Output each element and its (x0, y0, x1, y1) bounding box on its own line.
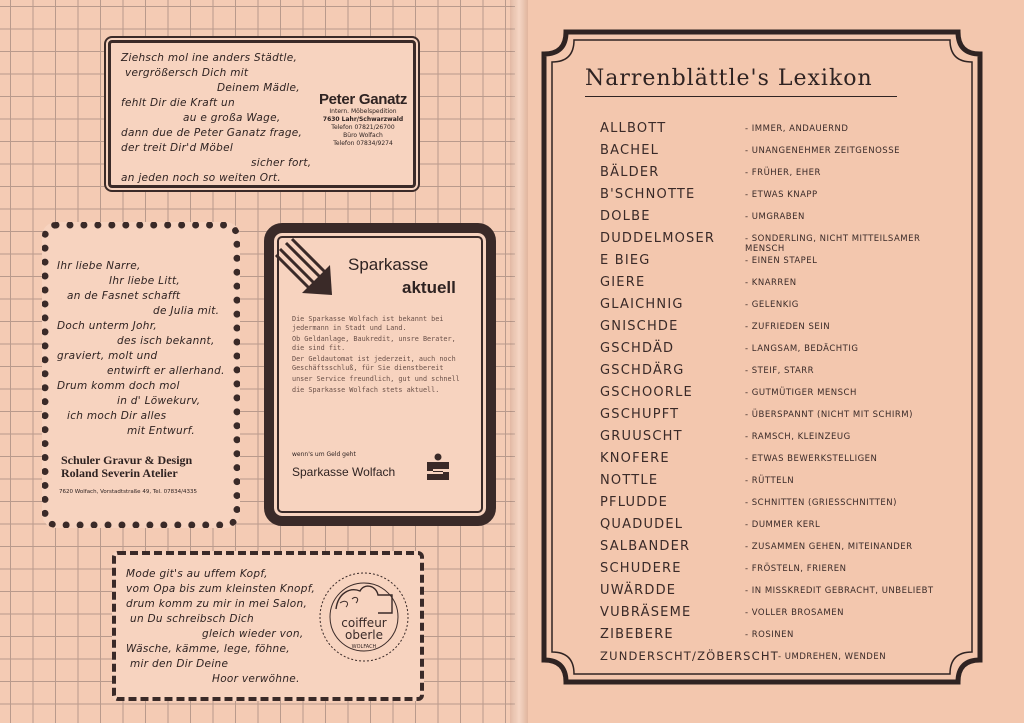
entry-definition: - UNANGENEHMER ZEITGENOSSE (745, 146, 900, 156)
entry-term: GSCHUPFT (600, 407, 680, 422)
lexikon-entry (600, 319, 960, 341)
body-paragraph: Ob Geldanlage, Baukredit, unsre Berater, die sind fit. (292, 335, 456, 352)
entry-term: BACHEL (600, 143, 660, 158)
sparkasse-title-1: Sparkasse (348, 255, 429, 274)
brand-sub: Intern. Möbelspedition (329, 108, 397, 115)
entry-definition: - ETWAS KNAPP (745, 190, 818, 200)
coiffeur-seal-icon (316, 569, 412, 665)
lexikon-entry (600, 583, 960, 605)
poem-line: Deinem Mädle, (217, 82, 300, 94)
lexikon-entry (600, 231, 960, 253)
svg-text:coiffeur: coiffeur (341, 616, 387, 630)
entry-term: SCHUDERE (600, 561, 682, 576)
poem-line: mit Entwurf. (127, 425, 196, 437)
entry-definition: - ZUFRIEDEN SEIN (745, 322, 831, 332)
entry-definition: - STEIF, STARR (745, 366, 815, 376)
poem-line: vom Opa bis zum kleinsten Knopf, (126, 583, 316, 595)
ad-ganatz-poem (121, 51, 311, 186)
entry-term: GSCHDÄRG (600, 363, 685, 378)
poem-line: Hoor verwöhne. (212, 673, 300, 685)
title-underline (585, 96, 897, 97)
ad-sparkasse (264, 223, 496, 526)
lexikon-title: Narrenblättle's Lexikon (585, 66, 873, 91)
entry-term: SALBANDER (600, 539, 691, 554)
poem-line: au e großa Wage, (183, 112, 281, 124)
entry-term: GLAICHNIG (600, 297, 684, 312)
svg-text:oberle: oberle (345, 628, 383, 642)
sparkasse-slogan: wenn's um Geld geht (292, 451, 356, 458)
entry-definition: - VOLLER BROSAMEN (745, 608, 844, 618)
poem-line: un Du schreibsch Dich (130, 613, 254, 625)
lexikon-entry (600, 649, 960, 671)
entry-definition: - IMMER, ANDAUERND (745, 124, 849, 134)
poem-line: der treit Dir'd Möbel (121, 142, 234, 154)
ad-coiffeur-oberle (112, 551, 424, 701)
entry-definition: - GELENKIG (745, 300, 799, 310)
ganatz-brand (315, 91, 411, 148)
entry-definition: - FRÜHER, EHER (745, 168, 821, 178)
poem-line: fehlt Dir die Kraft un (121, 97, 235, 109)
logo-line-2: Roland Severin Atelier (61, 466, 178, 480)
brand-address: 7630 Lahr/Schwarzwald (322, 116, 404, 123)
sparkasse-name: Sparkasse Wolfach (292, 465, 396, 479)
entry-term: GSCHOORLE (600, 385, 693, 400)
lexikon-entry (600, 429, 960, 451)
entry-definition: - ÜBERSPANNT (NICHT MIT SCHIRM) (745, 410, 913, 420)
lexikon-entry (600, 517, 960, 539)
poem-line: Ihr liebe Litt, (109, 275, 181, 287)
body-paragraph: Die Sparkasse Wolfach ist bekannt bei jedermann in Stadt und Land. (292, 315, 444, 332)
entry-term: DOLBE (600, 209, 651, 224)
poem-line: dann due de Peter Ganatz frage, (121, 127, 303, 139)
lexikon-entry (600, 407, 960, 429)
entry-term: QUADUDEL (600, 517, 684, 532)
lexikon-entry (600, 341, 960, 363)
svg-text:WOLFACH: WOLFACH (351, 644, 377, 650)
lexikon-entry (600, 539, 960, 561)
entry-definition: - LANGSAM, BEDÄCHTIG (745, 344, 859, 354)
entry-term: UWÄRDDE (600, 583, 677, 598)
entry-definition: - RAMSCH, KLEINZEUG (745, 432, 851, 442)
arrow-icon (272, 235, 342, 305)
brand-name: Peter Ganatz (318, 91, 408, 108)
entry-term: NOTTLE (600, 473, 659, 488)
body-paragraph: unser Service freundlich, gut und schnell (292, 375, 460, 383)
entry-definition: - GUTMÜTIGER MENSCH (745, 388, 857, 398)
lexikon-entry (600, 187, 960, 209)
entry-term: ZIBEBERE (600, 627, 674, 642)
sparkasse-s-icon (424, 453, 452, 483)
entry-term: DUDDELMOSER (600, 231, 716, 246)
lexikon-entry (600, 253, 960, 275)
poem-line: des isch bekannt, (117, 335, 215, 347)
lexikon-entry (600, 473, 960, 495)
lexikon-entry (600, 275, 960, 297)
lexikon-entry (600, 451, 960, 473)
lexikon-entry (600, 605, 960, 627)
lexikon-entry (600, 363, 960, 385)
lexikon-entry (600, 121, 960, 143)
entry-definition: - UMGRABEN (745, 212, 805, 222)
poem-line: Ihr liebe Narre, (57, 260, 141, 272)
poem-line: mir den Dir Deine (130, 658, 229, 670)
entry-term: ZUNDERSCHT/ZÖBERSCHT (600, 649, 779, 663)
entry-term: E BIEG (600, 253, 651, 268)
entry-definition: - ROSINEN (745, 630, 794, 640)
poem-line: an de Fasnet schafft (67, 290, 181, 302)
lexikon-entry (600, 209, 960, 231)
poem-line: vergrößersch Dich mit (125, 67, 249, 79)
poem-line: graviert, molt und (57, 350, 158, 362)
entry-term: ALLBOTT (600, 121, 667, 136)
sparkasse-body (292, 315, 472, 397)
ad-coiffeur-poem (126, 567, 315, 687)
lexikon-entry (600, 495, 960, 517)
entry-term: GIERE (600, 275, 646, 290)
entry-term: GSCHDÄD (600, 341, 675, 356)
brand-office-phone: Telefon 07834/9274 (333, 140, 393, 147)
poem-line: de Julia mit. (153, 305, 220, 317)
page-gutter (510, 0, 528, 723)
poem-line: Doch unterm Johr, (57, 320, 158, 332)
lexikon-entry (600, 561, 960, 583)
entry-term: PFLUDDE (600, 495, 669, 510)
poem-line: an jeden noch so weiten Ort. (121, 172, 281, 184)
poem-line: entwirft er allerhand. (107, 365, 225, 377)
entry-term: GNISCHDE (600, 319, 679, 334)
entry-definition: - EINEN STAPEL (745, 256, 818, 266)
lexikon-entry (600, 627, 960, 649)
entry-term: VUBRÄSEME (600, 605, 692, 620)
poem-line: Wäsche, kämme, lege, föhne, (126, 643, 290, 655)
lexikon-entry (600, 297, 960, 319)
entry-definition: - UMDREHEN, WENDEN (778, 652, 887, 662)
schuler-logo (61, 454, 192, 480)
brand-office: Büro Wolfach (343, 132, 383, 139)
sparkasse-title-2: aktuell (402, 278, 456, 297)
entry-term: GRUUSCHT (600, 429, 683, 444)
poem-line: gleich wieder von, (202, 628, 304, 640)
poem-line: ich moch Dir alles (67, 410, 167, 422)
poem-line: Mode git's au uffem Kopf, (126, 568, 268, 580)
entry-definition: - IN MISSKREDIT GEBRACHT, UNBELIEBT (745, 586, 934, 596)
schuler-address: 7620 Wolfach, Vorstadtstraße 49, Tel. 07834/4335 (59, 489, 197, 495)
entry-term: BÄLDER (600, 165, 660, 180)
ad-schuler-poem (57, 259, 225, 439)
lexikon-entry (600, 143, 960, 165)
entry-definition: - FRÖSTELN, FRIEREN (745, 564, 847, 574)
entry-definition: - KNARREN (745, 278, 797, 288)
entry-definition: - ZUSAMMEN GEHEN, MITEINANDER (745, 542, 913, 552)
entry-term: KNOFERE (600, 451, 670, 466)
poem-line: sicher fort, (251, 157, 312, 169)
poem-line: Drum komm doch mol (57, 380, 180, 392)
brand-phone: Telefon 07821/26700 (331, 124, 395, 131)
poem-line: in d' Löwekurv, (117, 395, 201, 407)
ad-schuler-gravur (42, 222, 240, 528)
ad-peter-ganatz (108, 40, 416, 188)
body-paragraph: die Sparkasse Wolfach stets aktuell. (292, 386, 440, 394)
logo-line-1: Schuler Gravur & Design (61, 453, 193, 467)
poem-line: Ziehsch mol ine anders Städtle, (121, 52, 298, 64)
entry-term: B'SCHNOTTE (600, 187, 696, 202)
body-paragraph: Der Geldautomat ist jederzeit, auch noch Geschäftsschluß, für Sie dienstbereit (292, 355, 456, 372)
poem-line: drum komm zu mir in mei Salon, (126, 598, 308, 610)
lexikon-entry (600, 385, 960, 407)
entry-definition: - SCHNITTEN (GRIESSCHNITTEN) (745, 498, 897, 508)
entry-definition: - RÜTTELN (745, 476, 795, 486)
entry-definition: - DUMMER KERL (745, 520, 821, 530)
lexikon-entry (600, 165, 960, 187)
entry-definition: - ETWAS BEWERKSTELLIGEN (745, 454, 878, 464)
entry-definition: - SONDERLING, NICHT MITTEILSAMER MENSCH (745, 234, 921, 254)
